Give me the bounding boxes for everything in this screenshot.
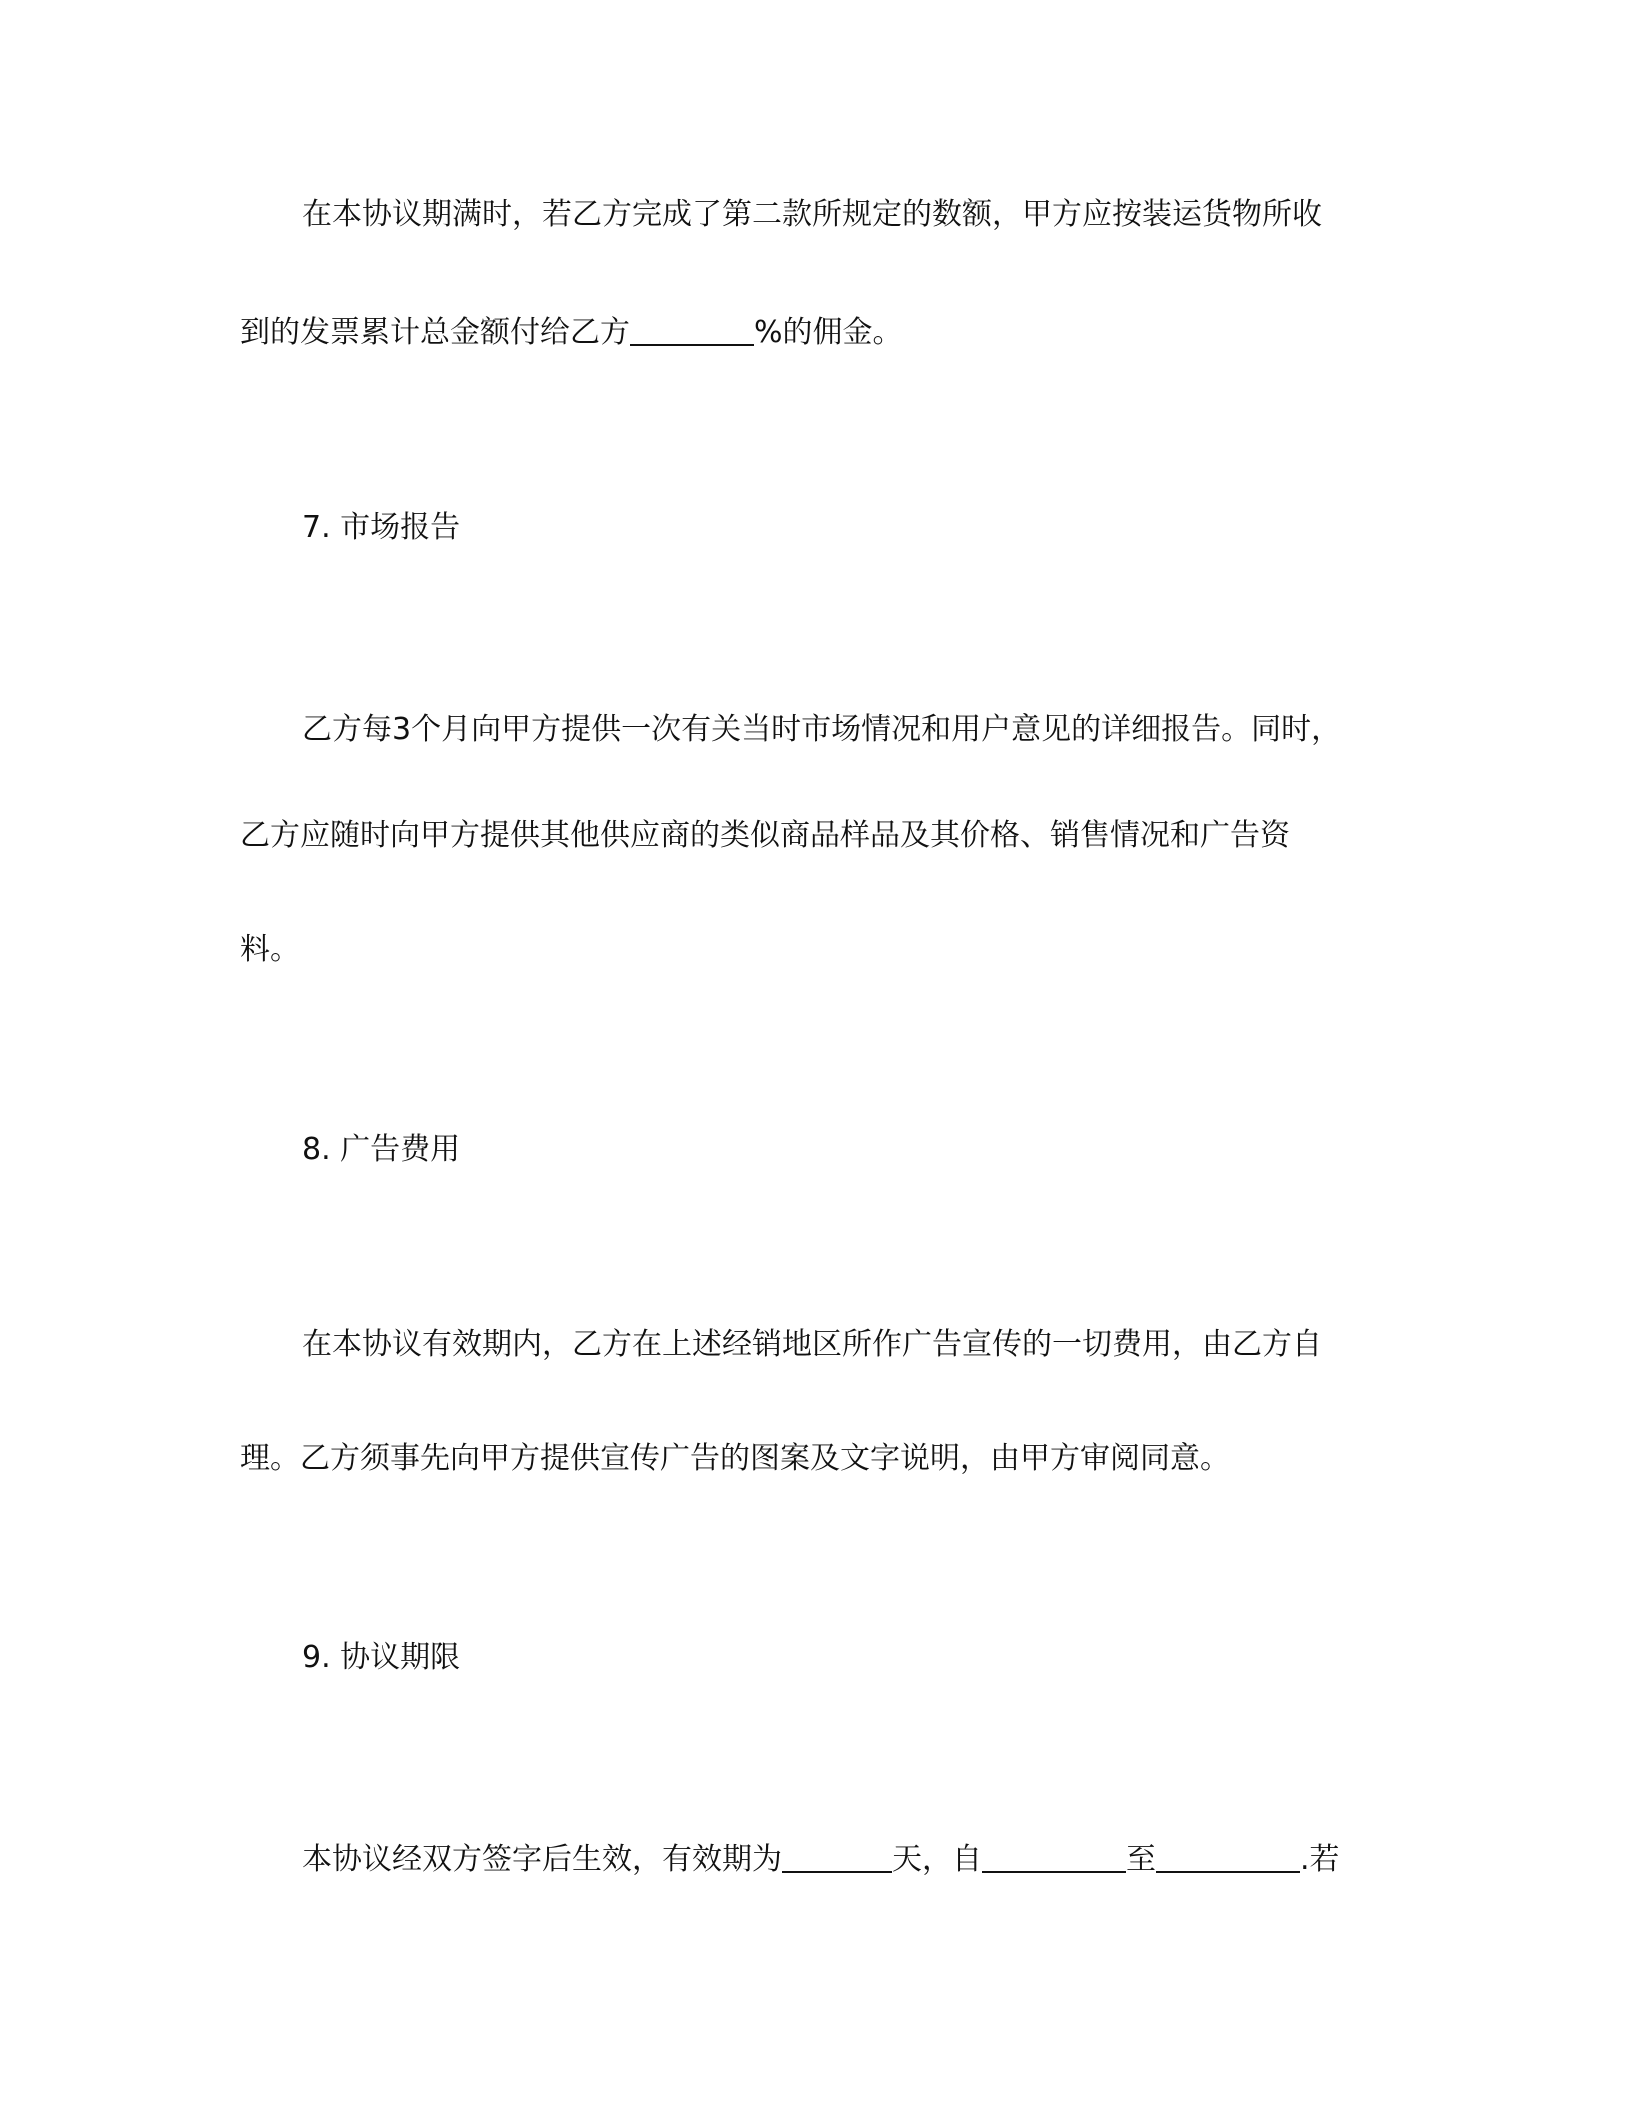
commission-text-pre: 到的发票累计总金额付给乙方 [240, 315, 630, 350]
section-7-heading: 7. 市场报告 [302, 510, 461, 545]
term-start-date-blank [982, 1841, 1126, 1873]
section-8-line-2: 理。乙方须事先向甲方提供宣传广告的图案及文字说明，由甲方审阅同意。 [240, 1441, 1230, 1476]
section-9-line-1 [302, 1840, 1340, 1880]
term-text-c: 至 [1126, 1842, 1156, 1877]
commission-line-2 [240, 313, 903, 353]
commission-percent-blank [630, 314, 754, 346]
term-text-d: .若 [1300, 1842, 1340, 1877]
section-8-heading: 8. 广告费用 [302, 1132, 461, 1167]
section-7-line-2: 乙方应随时向甲方提供其他供应商的类似商品样品及其价格、销售情况和广告资 [240, 818, 1290, 853]
term-text-b: 天，自 [892, 1842, 982, 1877]
section-7-line-1: 乙方每3个月向甲方提供一次有关当时市场情况和用户意见的详细报告。同时， [302, 712, 1342, 747]
section-9-heading: 9. 协议期限 [302, 1640, 461, 1675]
term-days-blank [782, 1841, 892, 1873]
term-text-a: 本协议经双方签字后生效，有效期为 [302, 1842, 782, 1877]
section-7-line-3: 料。 [240, 932, 300, 967]
commission-text-post: %的佣金。 [754, 315, 903, 350]
section-8-line-1: 在本协议有效期内，乙方在上述经销地区所作广告宣传的一切费用，由乙方自 [302, 1327, 1322, 1362]
commission-line-1: 在本协议期满时，若乙方完成了第二款所规定的数额，甲方应按装运货物所收 [302, 197, 1322, 232]
term-end-date-blank [1156, 1841, 1300, 1873]
